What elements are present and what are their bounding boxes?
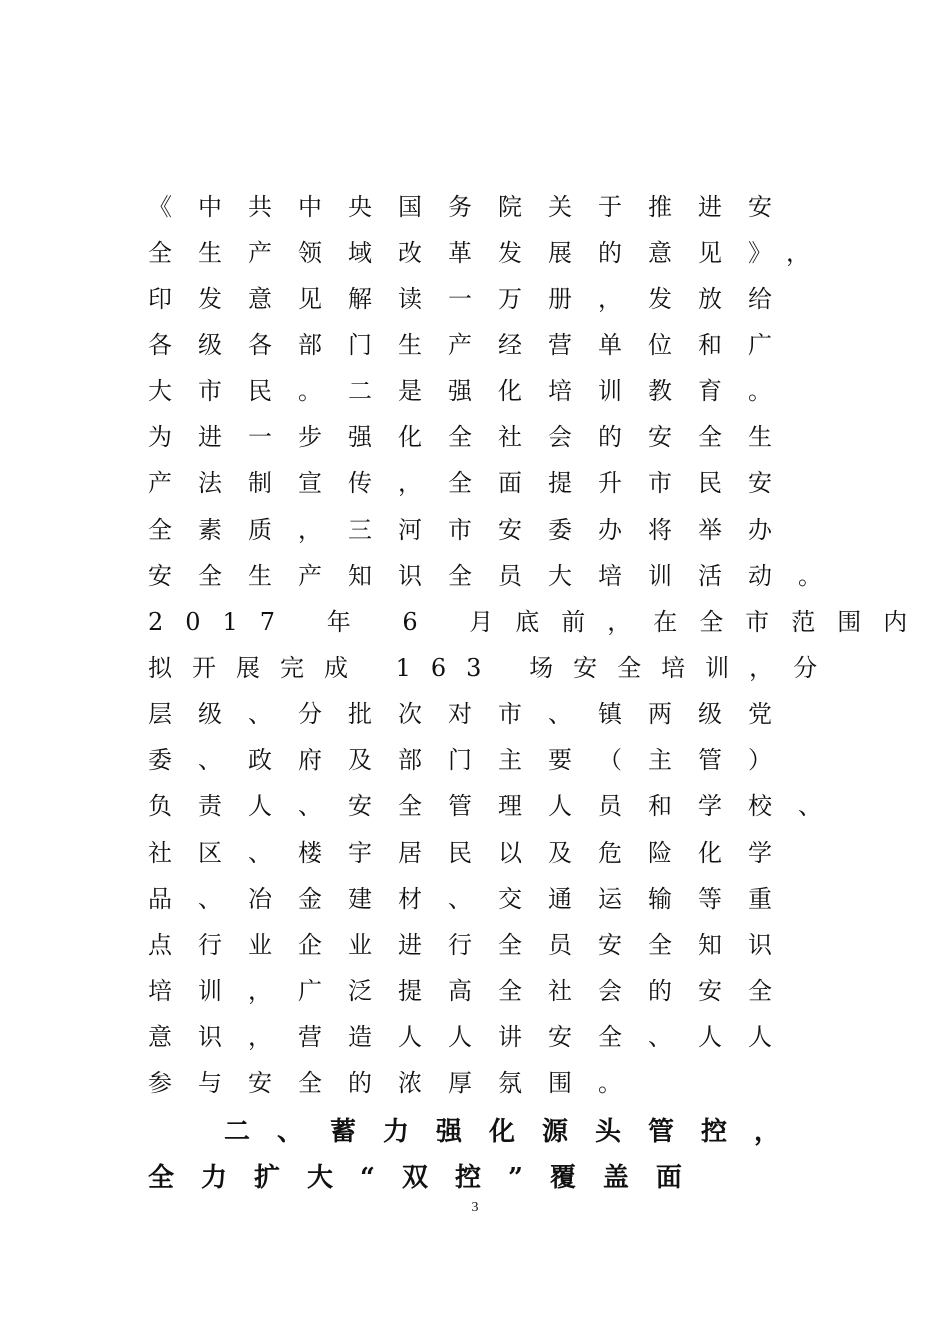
body-line-9: 安全生产知识全员大培训活动。 — [148, 562, 848, 590]
body-line-15: 社区、楼宇居民以及危险化学 — [148, 839, 798, 867]
body-line-4: 各级各部门生产经营单位和广 — [148, 331, 798, 359]
body-line-16: 品、冶金建材、交通运输等重 — [148, 885, 798, 913]
body-line-2: 全生产领域改革发展的意见》， — [148, 239, 836, 267]
body-line-17: 点行业企业进行全员安全知识 — [148, 931, 798, 959]
body-line-5: 大市民。二是强化培训教育。 — [148, 377, 798, 405]
body-line-14: 负责人、安全管理人员和学校、 — [148, 792, 848, 820]
body-line-13: 委、政府及部门主要（主管） — [148, 746, 798, 774]
page-number: 3 — [471, 1200, 479, 1215]
body-line-10: 2017 年 6 月底前，在全市范围内 — [148, 608, 930, 636]
body-line-19: 意识，营造人人讲安全、人人 — [148, 1023, 798, 1051]
body-line-1: 《中共中央国务院关于推进安 — [148, 193, 798, 221]
body-line-20: 参与安全的浓厚氛围。 — [148, 1069, 648, 1097]
body-line-6: 为进一步强化全社会的安全生 — [148, 423, 798, 451]
body-line-7: 产法制宣传，全面提升市民安 — [148, 469, 798, 497]
body-line-8: 全素质，三河市安委办将举办 — [148, 516, 798, 544]
body-line-3: 印发意见解读一万册，发放给 — [148, 285, 798, 313]
body-line-12: 层级、分批次对市、镇两级党 — [148, 700, 798, 728]
body-line-18: 培训，广泛提高全社会的安全 — [148, 977, 798, 1005]
section-heading-line-2: 全力扩大“双控”覆盖面 — [148, 1163, 709, 1193]
body-line-11: 拟开展完成 163 场安全培训，分 — [148, 654, 838, 682]
section-heading-line-1: 二、蓄力强化源头管控， — [224, 1117, 808, 1147]
